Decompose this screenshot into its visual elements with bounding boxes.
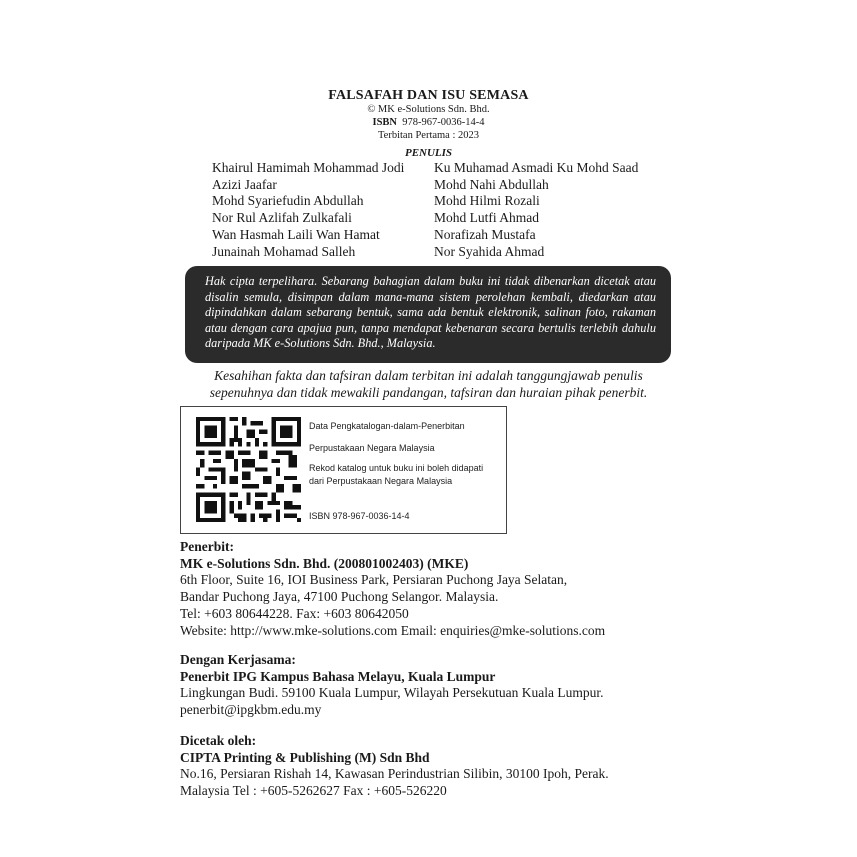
printer-address: No.16, Persiaran Rishah 14, Kawasan Perindustrian Silibin, 30100 Ipoh, Perak. xyxy=(180,766,609,782)
cip-isbn: ISBN 978-967-0036-14-4 xyxy=(309,511,410,521)
publisher-address: 6th Floor, Suite 16, IOI Business Park, Persiaran Puchong Jaya Selatan, xyxy=(180,572,568,588)
author-name: Junainah Mohamad Salleh xyxy=(212,243,356,259)
cip-record-line: dari Perpustakaan Negara Malaysia xyxy=(309,476,453,486)
author-name: Mohd Lutfi Ahmad xyxy=(434,210,539,226)
publisher-phone: Tel: +603 80644228. Fax: +603 80642050 xyxy=(180,605,409,621)
publisher-address: Bandar Puchong Jaya, 47100 Puchong Selangor. Malaysia. xyxy=(180,589,499,605)
cip-heading: Data Pengkatalogan-dalam-Penerbitan xyxy=(309,421,465,431)
author-name: Norafizah Mustafa xyxy=(434,226,536,242)
collaboration-email: penerbit@ipgkbm.edu.my xyxy=(180,702,322,718)
isbn-value: 978-967-0036-14-4 xyxy=(402,117,485,128)
collaboration-section xyxy=(180,652,603,719)
isbn-line xyxy=(0,117,857,128)
collaboration-address: Lingkungan Budi. 59100 Kuala Lumpur, Wilayah Persekutuan Kuala Lumpur. xyxy=(180,685,604,701)
author-name: Mohd Nahi Abdullah xyxy=(434,176,549,192)
authors-left-column xyxy=(212,160,404,260)
copyright-line: © MK e-Solutions Sdn. Bhd. xyxy=(367,104,490,115)
publisher-section xyxy=(180,539,605,639)
cip-library: Perpustakaan Negara Malaysia xyxy=(309,443,435,453)
authors-right-column xyxy=(434,160,638,260)
author-name: Mohd Syariefudin Abdullah xyxy=(212,193,364,209)
book-title: FALSAFAH DAN ISU SEMASA xyxy=(328,88,529,103)
author-name: Nor Syahida Ahmad xyxy=(434,243,545,259)
printer-name: CIPTA Printing & Publishing (M) Sdn Bhd xyxy=(180,749,430,765)
rights-notice-box xyxy=(185,266,671,363)
isbn-label: ISBN xyxy=(372,117,397,128)
author-name: Wan Hasmah Laili Wan Hamat xyxy=(212,226,380,242)
qr-code-icon xyxy=(196,417,301,522)
edition-line: Terbitan Pertama : 2023 xyxy=(377,130,480,141)
rights-notice-text: Hak cipta terpelihara. Sebarang bahagian dalam buku ini tidak dibenarkan dicetak atau disalin semula, disimpan dalam mana-mana sistem perolehan kembali, diedarkan atau dipindahkan dalam sebarang bentuk, sama ada bentuk elektronik, salinan foto, rakaman atau dengan cara apajua pun, tanpa mendapat kebenaran secara bertulis terlebih dahulu daripada MK e-Solutions Sdn. Bhd., Malaysia. xyxy=(205,274,656,351)
author-name: Nor Rul Azlifah Zulkafali xyxy=(212,210,352,226)
collaboration-name: Penerbit IPG Kampus Bahasa Melayu, Kuala Lumpur xyxy=(180,668,496,684)
disclaimer xyxy=(0,368,857,401)
cataloguing-box xyxy=(180,406,507,534)
cip-record-line: Rekod katalog untuk buku ini boleh didapati xyxy=(309,463,484,473)
disclaimer-line: Kesahihan fakta dan tafsiran dalam terbitan ini adalah tanggungjawab penulis xyxy=(214,368,643,383)
author-name: Azizi Jaafar xyxy=(212,176,277,192)
publisher-name: MK e-Solutions Sdn. Bhd. (200801002403) (MKE) xyxy=(180,555,469,571)
publisher-web: Website: http://www.mke-solutions.com Email: enquiries@mke-solutions.com xyxy=(180,622,606,638)
publisher-heading: Penerbit: xyxy=(180,539,234,554)
authors-heading: PENULIS xyxy=(404,147,453,159)
author-name: Khairul Hamimah Mohammad Jodi xyxy=(212,160,405,175)
disclaimer-line: sepenuhnya dan tidak mewakili pandangan, tafsiran dan huraian pihak penerbit. xyxy=(209,384,648,400)
printer-contact: Malaysia Tel : +605-5262627 Fax : +605-526220 xyxy=(180,783,447,799)
collaboration-heading: Dengan Kerjasama: xyxy=(180,652,296,667)
author-name: Ku Muhamad Asmadi Ku Mohd Saad xyxy=(434,160,639,175)
printer-heading: Dicetak oleh: xyxy=(180,733,257,748)
author-name: Mohd Hilmi Rozali xyxy=(434,193,540,209)
printer-section xyxy=(180,733,609,800)
